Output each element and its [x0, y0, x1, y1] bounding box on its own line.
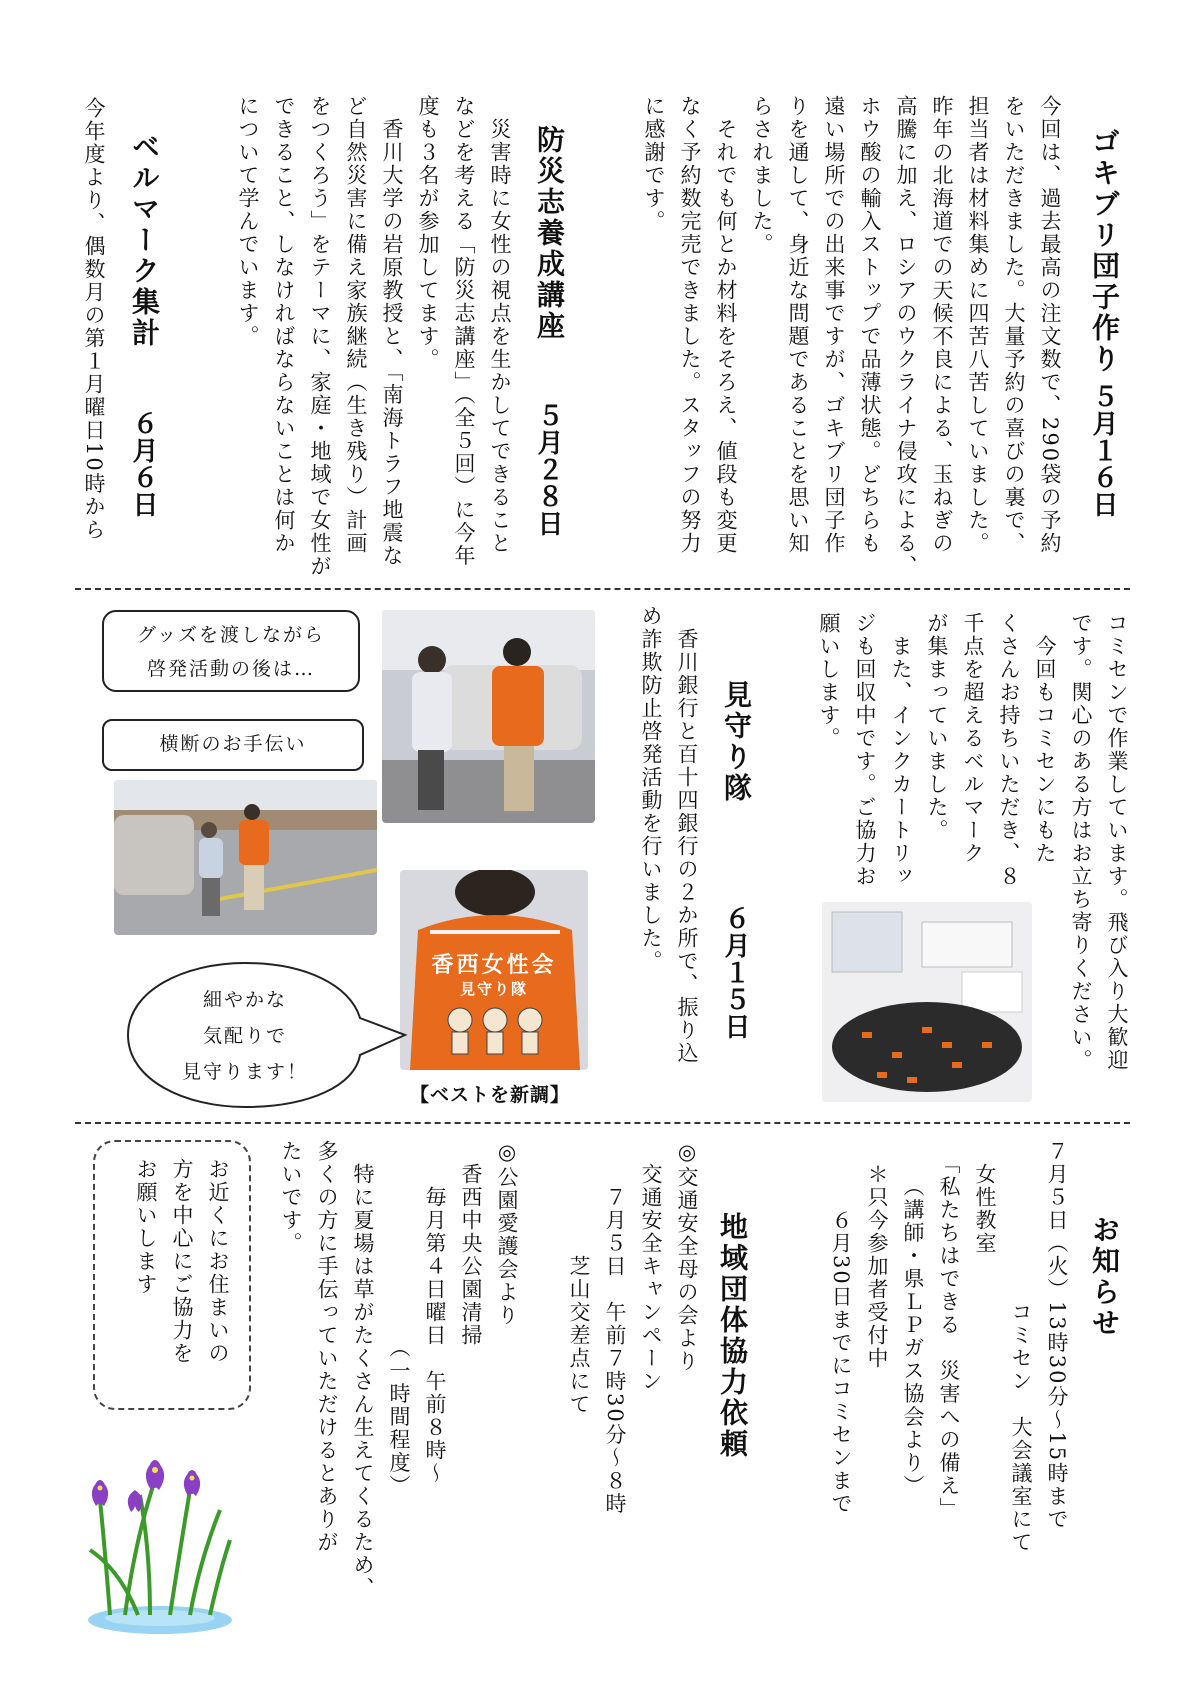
chiiki-body-line: たいです。	[279, 1140, 303, 1255]
gokiburi-body-line: 担当者は材料集めに四苦八苦していました。	[966, 95, 990, 555]
bubble-goods-line-2: 啓発活動の後は…	[146, 658, 315, 680]
bousai-body-line: などを考える「防災志講座」（全５回）に今年	[452, 95, 476, 568]
bubble-watch-line-3: 見守ります！	[181, 1061, 308, 1083]
gokiburi-title: ゴキブリ団子作り	[1088, 127, 1121, 375]
chiiki-body	[265, 1140, 705, 1680]
oshirase-body-line: 「私たちはできる 災害への備え」	[937, 1140, 961, 1521]
bellmark-line-1: 今年度より、偶数月の第１月曜日10時から	[82, 97, 106, 542]
bousai-body-line: について学んでいます。	[236, 95, 260, 348]
gokiburi-body-line: 昨年の北海道での天候不良による、玉ねぎの	[930, 95, 954, 555]
gokiburi-body-line: ホウ酸の輸入ストップで品薄状態。どちらも	[858, 95, 882, 555]
mimamori-body-line: 香川銀行と百十四銀行の２か所で、振り込	[675, 605, 699, 1065]
bubble-goods-line-1: グッズを渡しながら	[136, 624, 326, 646]
chiiki-body-line: ◎公園愛護会より	[495, 1140, 519, 1327]
bubble-crossing: 横断のお手伝い	[102, 719, 364, 771]
chiiki-body-line: ◎交通安全母の会より	[675, 1140, 699, 1373]
bousai-body-line: 香川大学の岩原教授と、「南海トラフ地震な	[380, 95, 404, 568]
section-divider-bottom	[75, 1122, 1130, 1124]
mimamori-body	[625, 605, 705, 1105]
oshirase-body	[805, 1140, 1075, 1670]
bubble-watch-line-1: 細やかな	[202, 989, 287, 1011]
chiiki-body-line: ７月５日 午前７時30分～８時	[603, 1140, 627, 1516]
mimamori-date: ６月１５日	[720, 905, 750, 1040]
bousai-body-line: 度も３名が参加してます。	[416, 95, 440, 371]
gokiburi-body-line: 高騰に加え、ロシアのウクライナ侵攻による、	[894, 95, 918, 578]
chiiki-body-line: 香西中央公園清掃	[459, 1140, 483, 1347]
chiiki-body-line: 毎月第４日曜日 午前８時～	[423, 1140, 447, 1485]
request-box-line: お願いします	[134, 1158, 158, 1296]
oshirase-title: お知らせ	[1088, 1215, 1121, 1339]
bellmark-body-line: くさんお持ちいただき、８	[997, 612, 1021, 888]
chiiki-body-line: 交通安全キャンペーン	[639, 1140, 663, 1393]
bellmark-body-line: また、インクカートリッ	[889, 612, 913, 888]
handing-goods-illustration	[382, 610, 595, 823]
bellmark-title: ベルマーク集計	[128, 132, 161, 349]
gokiburi-body-line: りを通して、身近な問題であることを思い知	[786, 95, 810, 555]
chiiki-body-line	[525, 1140, 561, 1680]
bellmark-body-line: 今回もコミセンにもた	[1033, 612, 1057, 865]
chiiki-body-line: （一時間程度）	[387, 1140, 411, 1498]
photo-crossing-help	[114, 780, 377, 935]
oshirase-body-line: ６月30日までにコミセンまで	[829, 1140, 853, 1516]
iris-flower-illustration	[80, 1440, 240, 1640]
vest-print-text-2: 見守り隊	[459, 980, 528, 998]
request-box-text	[118, 1158, 236, 1398]
gokiburi-body-line: 今回は、過去最高の注文数で、290袋の予約	[1038, 95, 1062, 556]
bubble-watch-line-2: 気配りで	[202, 1025, 287, 1047]
gokiburi-body-line: それでも何とか材料をそろえ、値段も変更	[714, 95, 738, 555]
oshirase-body-line: （講師・県ＬＰガス協会より）	[901, 1140, 925, 1498]
crossing-illustration	[114, 780, 377, 935]
bellmark-body-line: 願いします。	[817, 612, 841, 750]
bellmark-items-illustration	[822, 902, 1032, 1102]
bellmark-date: ６月６日	[128, 410, 158, 518]
photo-handing-goods	[382, 610, 595, 823]
gokiburi-body-line: に感謝です。	[642, 95, 666, 233]
vest-print-text-1: 香西女性会	[431, 953, 557, 978]
oshirase-body-line: 女性教室	[973, 1140, 997, 1255]
chiiki-title: 地域団体協力依頼	[716, 1212, 749, 1460]
oshirase-body-line: ７月５日（火）13時30分～15時まで	[1045, 1140, 1069, 1532]
bousai-date: ５月２８日	[533, 402, 563, 537]
bellmark-body-line: が集まっていました。	[925, 612, 949, 842]
bellmark-body-line: ジも回収中です。ご協力お	[853, 612, 877, 888]
bousai-body-line: をつくろう」をテーマに、家庭・地域で女性が	[308, 95, 332, 578]
section-divider-top	[75, 588, 1130, 590]
bousai-title: 防災志養成講座	[533, 125, 566, 342]
chiiki-body-line: 特に夏場は草がたくさん生えてくるため、	[351, 1140, 375, 1600]
bellmark-body-line: コミセンで作業しています。飛び入り大歓迎	[1105, 612, 1129, 1072]
gokiburi-body-line: らされました。	[750, 95, 774, 256]
gokiburi-body-line: なく予約数完売できました。スタッフの努力	[678, 95, 702, 555]
gokiburi-date: ５月１６日	[1088, 383, 1118, 518]
mimamori-title: 見守り隊	[720, 680, 753, 804]
bubble-goods	[102, 610, 360, 692]
request-box-line: お近くにお住まいの	[206, 1158, 230, 1365]
request-box-line: 方を中心にご協力を	[170, 1158, 194, 1365]
gokiburi-body	[628, 95, 1068, 578]
oshirase-body-line: ＊只今参加者受付中	[865, 1140, 889, 1370]
gokiburi-body-line: 遠い場所での出来事ですが、ゴキブリ団子作	[822, 95, 846, 555]
oshirase-body-line: コミセン 大会議室にて	[1009, 1140, 1033, 1554]
mimamori-body-line: め詐欺防止啓発活動を行いました。	[639, 605, 663, 973]
chiiki-body-line: 多くの方に手伝っていただけるとありが	[315, 1140, 339, 1554]
bousai-body	[218, 95, 518, 578]
bousai-body-line: できること、しなければならないことは何か	[272, 95, 296, 555]
bousai-body-line: ど自然災害に備え家族継続（生き残り）計画	[344, 95, 368, 555]
gokiburi-body-line: をいただきました。大量予約の喜びの裏で、	[1002, 95, 1026, 555]
bellmark-body-line: です。関心のある方はお立ち寄りください。	[1069, 612, 1093, 1072]
bellmark-body-line: 千点を超えるベルマーク	[961, 612, 985, 865]
chiiki-body-line: 芝山交差点にて	[567, 1140, 591, 1416]
vest-caption: 【ベストを新調】	[410, 1084, 571, 1106]
photo-new-vest	[400, 870, 588, 1070]
bubble-watch-text	[150, 982, 340, 1090]
bellmark-photo	[822, 902, 1032, 1102]
bousai-body-line: 災害時に女性の視点を生かしてできること	[488, 95, 512, 555]
